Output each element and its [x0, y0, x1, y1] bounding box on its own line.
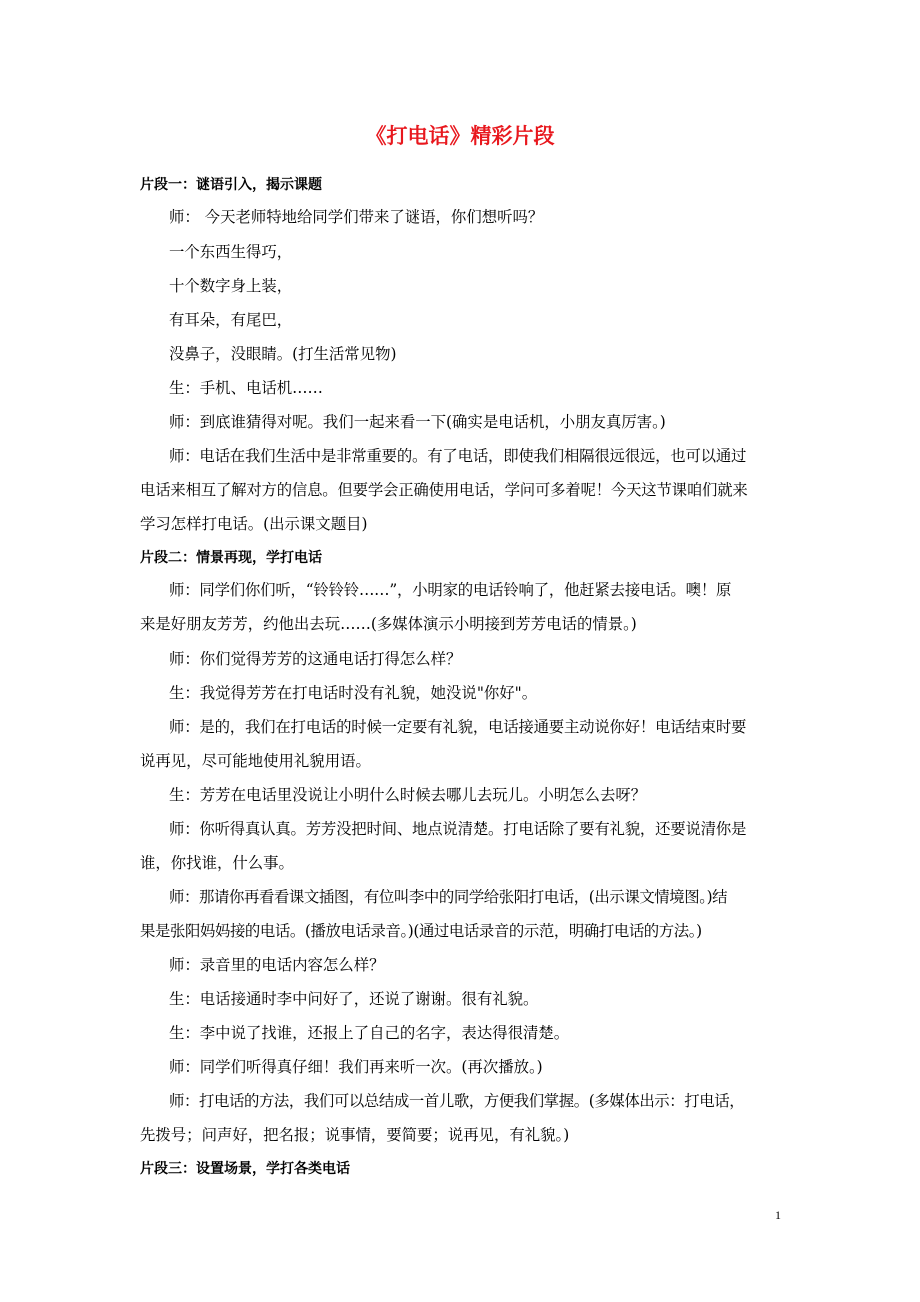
paragraph-line: 有耳朵，有尾巴，: [169, 311, 293, 329]
paragraph-line: 师：电话在我们生活中是非常重要的。有了电话，即使我们相隔很远很远，也可以通过: [169, 447, 747, 465]
paragraph-line: 师： 今天老师特地给同学们带来了谜语，你们想听吗？: [169, 208, 544, 226]
paragraph-line: 师：那请你再看看课文插图，有位叫李中的同学给张阳打电话，(出示课文情境图。)结: [169, 888, 728, 906]
paragraph-line: 师：你们觉得芳芳的这通电话打得怎么样？: [169, 650, 462, 668]
paragraph-line: 说再见，尽可能地使用礼貌用语。: [140, 752, 371, 770]
paragraph-line: 一个东西生得巧，: [169, 243, 293, 261]
paragraph-line: 生：芳芳在电话里没说让小明什么时候去哪儿去玩儿。小明怎么去呀？: [169, 786, 647, 804]
paragraph-line: 生：电话接通时李中问好了，还说了谢谢。很有礼貌。: [169, 990, 539, 1008]
section-heading-2: 片段二：情景再现，学打电话: [140, 550, 322, 566]
paragraph-line: 先拨号；问声好，把名报；说事情，要简要；说再见，有礼貌。): [140, 1126, 570, 1144]
paragraph-line: 师：同学们听得真仔细！我们再来听一次。(再次播放。): [169, 1058, 543, 1076]
paragraph-line: 生：李中说了找谁，还报上了自己的名字，表达得很清楚。: [169, 1024, 570, 1042]
paragraph-line: 师：是的，我们在打电话的时候一定要有礼貌，电话接通要主动说你好！电话结束时要: [169, 718, 747, 736]
paragraph-line: 学习怎样打电话。(出示课文题目): [140, 515, 368, 533]
page-number: 1: [775, 1208, 781, 1222]
paragraph-line: 十个数字身上装，: [169, 277, 293, 295]
paragraph-line: 师：打电话的方法，我们可以总结成一首儿歌，方便我们掌握。(多媒体出示：打电话，: [169, 1092, 745, 1110]
paragraph-line: 师：同学们你们听，“铃铃铃……”，小明家的电话铃响了，他赶紧去接电话。噢！原: [169, 581, 732, 599]
paragraph-line: 师：你听得真认真。芳芳没把时间、地点说清楚。打电话除了要有礼貌，还要说清你是: [169, 820, 747, 838]
paragraph-line: 师：录音里的电话内容怎么样？: [169, 956, 385, 974]
paragraph-line: 生：手机、电话机……: [169, 379, 323, 397]
document-title: 《打电话》精彩片段: [365, 124, 555, 148]
paragraph-line: 没鼻子，没眼睛。(打生活常见物): [169, 345, 397, 363]
paragraph-line: 谁，你找谁，什么事。: [140, 854, 294, 872]
paragraph-line: 果是张阳妈妈接的电话。(播放电话录音。)(通过电话录音的示范，明确打电话的方法。): [140, 922, 702, 940]
paragraph-line: 师：到底谁猜得对呢。我们一起来看一下(确实是电话机，小朋友真厉害。): [169, 413, 666, 431]
section-heading-3: 片段三：设置场景，学打各类电话: [140, 1161, 350, 1177]
paragraph-line: 电话来相互了解对方的信息。但要学会正确使用电话，学问可多着呢！今天这节课咱们就来: [140, 481, 748, 499]
paragraph-line: 来是好朋友芳芳，约他出去玩……(多媒体演示小明接到芳芳电话的情景。): [140, 615, 637, 633]
section-heading-1: 片段一：谜语引入，揭示课题: [140, 177, 322, 193]
paragraph-line: 生：我觉得芳芳在打电话时没有礼貌，她没说"你好"。: [169, 684, 538, 702]
